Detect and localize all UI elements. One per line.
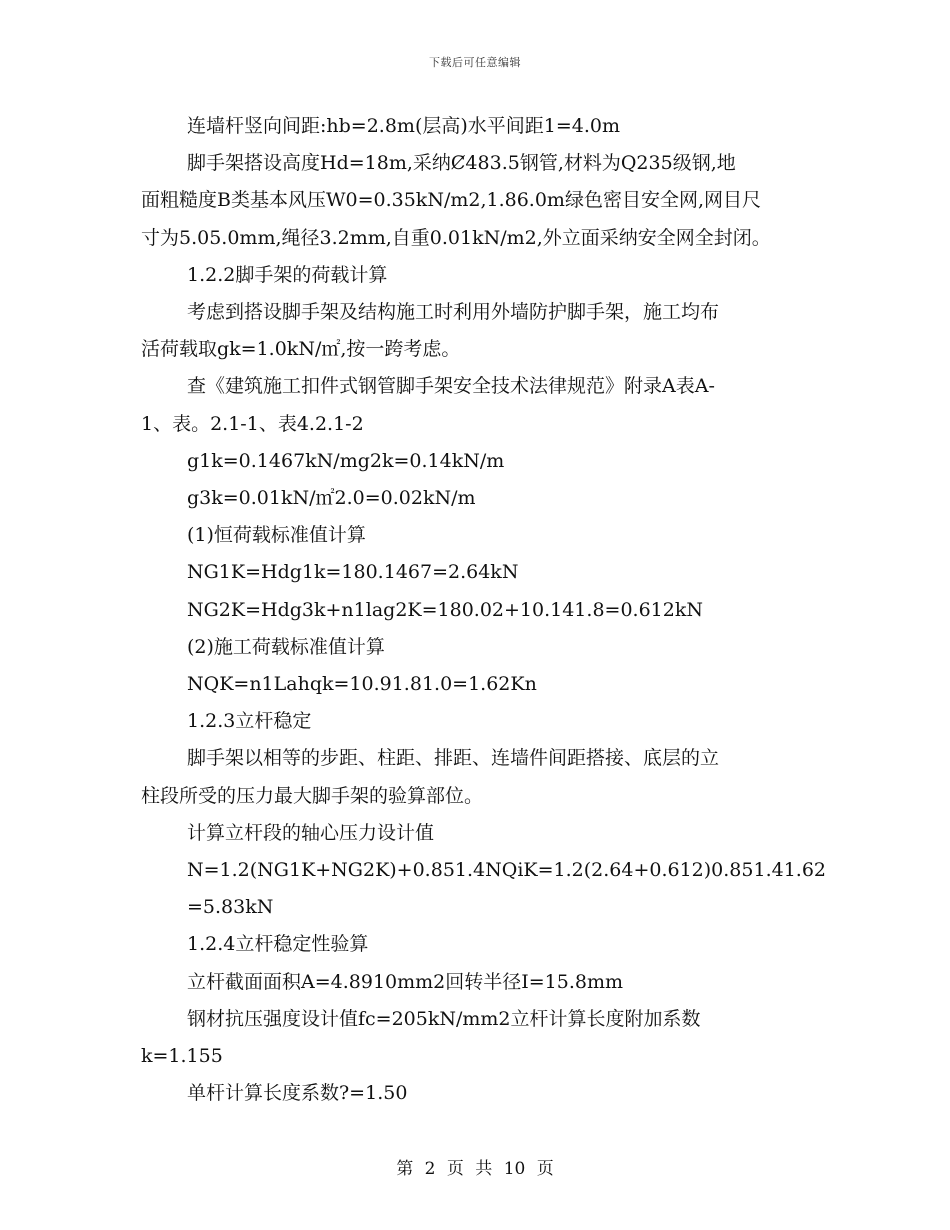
formula-line: NQK=n1Lahqk=10.91.81.0=1.62Kn (187, 673, 537, 695)
text-line: 立杆截面面积A=4.8910mm2回转半径I=15.8mm (187, 971, 624, 993)
section-heading: 1.2.3立杆稳定 (187, 710, 312, 732)
section-heading: 1.2.4立杆稳定性验算 (187, 933, 369, 955)
text-line: (1)恒荷载标准值计算 (187, 524, 366, 546)
formula-line: NG1K=Hdg1k=180.1467=2.64kN (187, 561, 519, 583)
text-line: 1、表。2.1-1、表4.2.1-2 (141, 413, 364, 435)
text-line: 钢材抗压强度设计值fc=205kN/mm2立杆计算长度附加系数 (187, 1008, 701, 1030)
text-line: 连墙杆竖向间距:hb=2.8m(层高)水平间距1=4.0m (187, 115, 621, 137)
text-line: 查《建筑施工扣件式钢管脚手架安全技术法律规范》附录A表A- (187, 375, 715, 397)
text-line: 考虑到搭设脚手架及结构施工时利用外墙防护脚手架，施工均布 (187, 301, 720, 323)
formula-line: NG2K=Hdg3k+n1lag2K=180.02+10.141.8=0.612kN (187, 599, 703, 621)
formula-line: g3k=0.01kN/㎡2.0=0.02kN/m (187, 487, 476, 509)
text-line: 寸为5.05.0mm,绳径3.2mm,自重0.01kN/m2,外立面采纳安全网全封闭。 (141, 227, 771, 249)
text-line: (2)施工荷载标准值计算 (187, 636, 385, 658)
page-header: 下载后可任意编辑 (429, 56, 521, 69)
text-line: 计算立杆段的轴心压力设计值 (187, 822, 435, 844)
formula-line: k=1.155 (141, 1045, 223, 1067)
text-line: 活荷载取gk=1.0kN/㎡,按一跨考虑。 (141, 338, 461, 360)
text-line: 脚手架以相等的步距、柱距、排距、连墙件间距搭接、底层的立 (187, 747, 720, 769)
text-line: 脚手架搭设高度Hd=18m,采纳Ȼ483.5钢管,材料为Q235级钢,地 (187, 152, 736, 174)
text-line: 面粗糙度B类基本风压W0=0.35kN/m2,1.86.0m绿色密目安全网,网目尺 (141, 189, 761, 211)
page-footer: 第 2 页 共 10 页 (396, 1159, 554, 1179)
text-line: 柱段所受的压力最大脚手架的验算部位。 (141, 785, 484, 807)
formula-line: g1k=0.1467kN/mg2k=0.14kN/m (187, 450, 505, 472)
formula-line: =5.83kN (187, 896, 274, 918)
text-line: 单杆计算长度系数?=1.50 (187, 1082, 408, 1104)
section-heading: 1.2.2脚手架的荷载计算 (187, 264, 388, 286)
formula-line: N=1.2(NG1K+NG2K)+0.851.4NQiK=1.2(2.64+0.612)0.851.41.62 (187, 859, 826, 881)
